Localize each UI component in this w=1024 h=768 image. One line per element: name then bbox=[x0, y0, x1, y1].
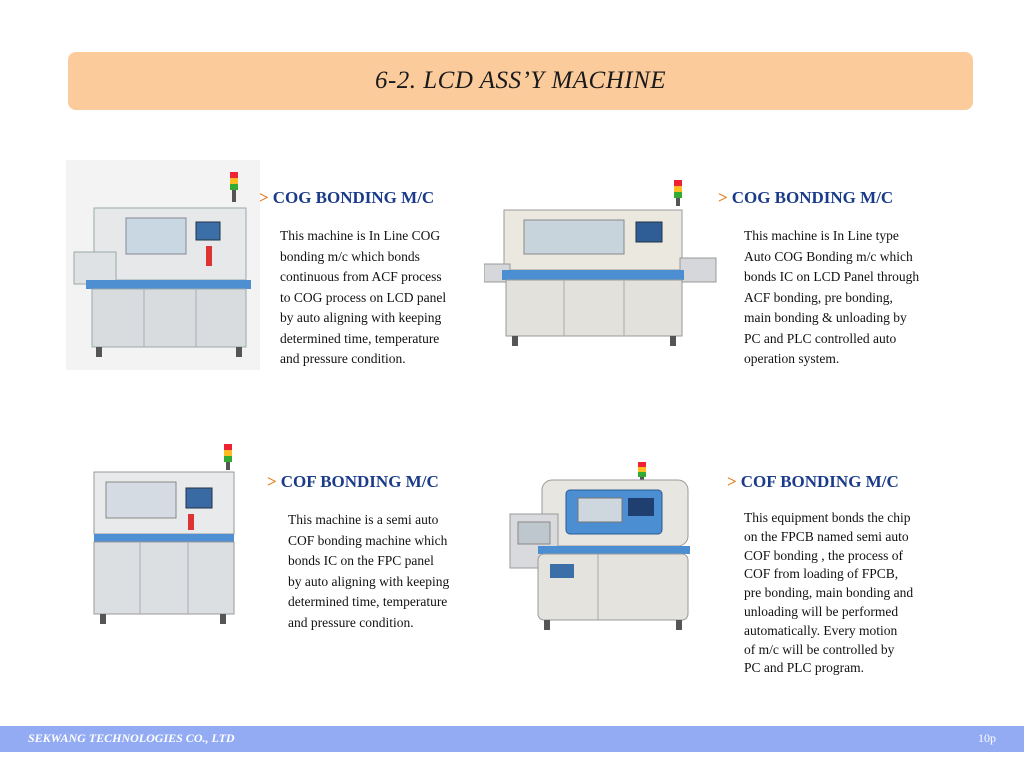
bullet-arrow: > bbox=[727, 472, 737, 491]
page-number: 10p bbox=[978, 731, 996, 745]
machine-2-description: This machine is In Line type Auto COG Bonding m/c which bonds IC on LCD Panel through ACF bonding, pre bonding, main bonding & unloading by PC and PLC controlled auto operation system. bbox=[744, 228, 920, 366]
machine-4-heading bbox=[727, 472, 899, 492]
cof-bonding-machine-photo-1 bbox=[84, 440, 244, 636]
footer-bar bbox=[0, 726, 1024, 752]
cog-bonding-machine-photo-2 bbox=[484, 172, 720, 362]
machine-1-title: COG BONDING M/C bbox=[272, 188, 435, 207]
cof-bonding-machine-photo-2 bbox=[508, 460, 694, 636]
bullet-arrow: > bbox=[259, 188, 269, 207]
machine-4-title: COF BONDING M/C bbox=[740, 472, 899, 491]
bullet-arrow: > bbox=[718, 188, 728, 207]
slide-title: 6-2. LCD ASS’Y MACHINE bbox=[374, 67, 667, 94]
machine-4-description: This equipment bonds the chip on the FPCB named semi auto COF bonding , the process of COF from loading of FPCB, pre bonding, main bonding and unloading will be performed automatically. Every motion of m/c will be controlled by PC and PLC program. bbox=[744, 510, 914, 676]
machine-1-description: This machine is In Line COG bonding m/c which bonds continuous from ACF process to COG process on LCD panel by auto aligning with keeping determined time, temperature and pressure condition. bbox=[280, 228, 447, 366]
machine-3-heading bbox=[267, 472, 439, 492]
title-banner bbox=[68, 52, 973, 110]
machine-1-heading bbox=[259, 188, 434, 208]
machine-2-title: COG BONDING M/C bbox=[731, 188, 894, 207]
cog-bonding-machine-photo-1 bbox=[66, 160, 260, 370]
machine-2-heading bbox=[718, 188, 893, 208]
machine-3-description: This machine is a semi auto COF bonding machine which bonds IC on the FPC panel by auto aligning with keeping determined time, temperature and pressure condition. bbox=[288, 512, 450, 630]
footer-company-name: SEKWANG TECHNOLOGIES CO., LTD bbox=[28, 731, 235, 745]
machine-3-title: COF BONDING M/C bbox=[280, 472, 439, 491]
bullet-arrow: > bbox=[267, 472, 277, 491]
